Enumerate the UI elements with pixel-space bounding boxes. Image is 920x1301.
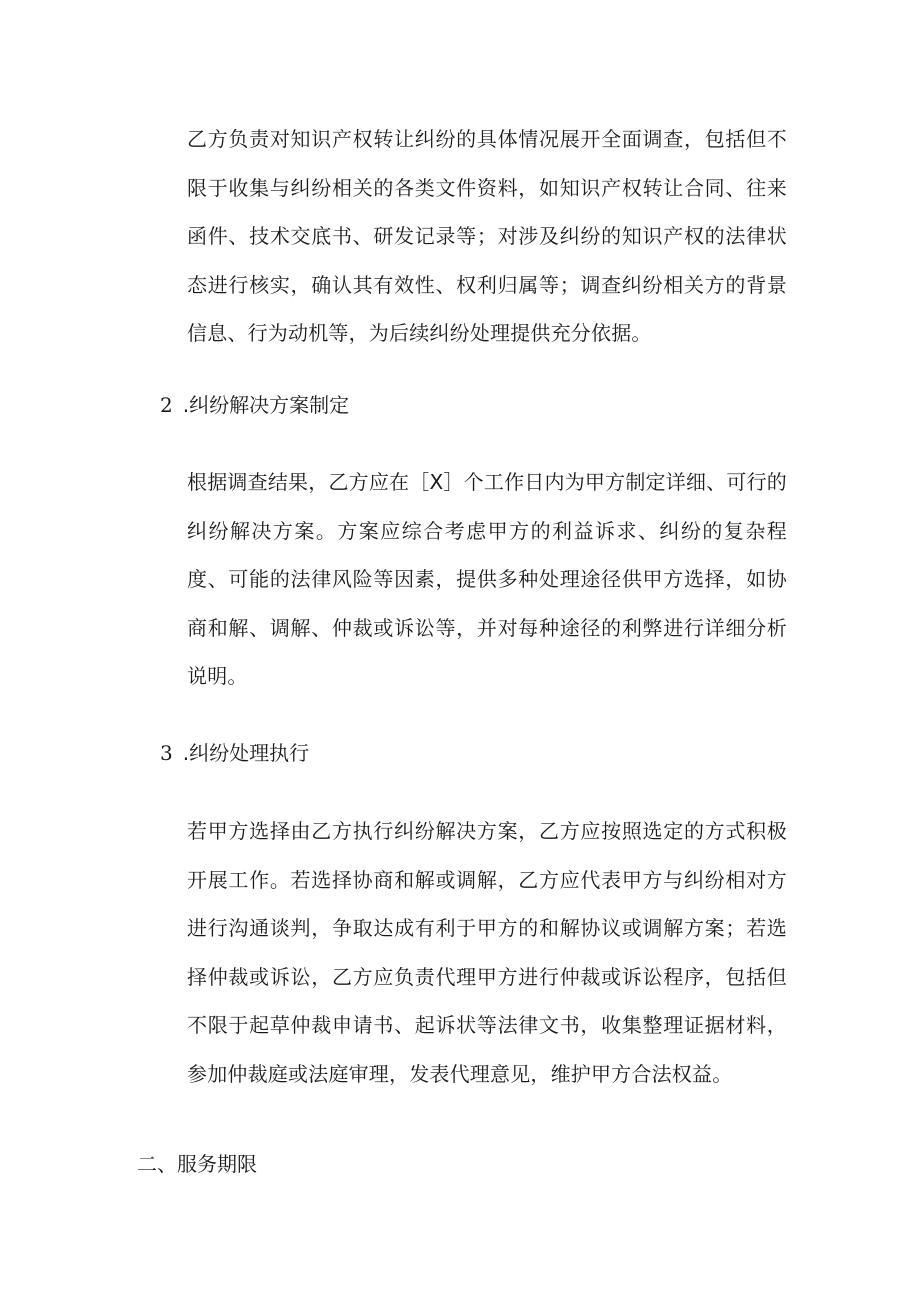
section-heading-3 [160,738,309,768]
section-title: .纠纷解决方案制定 [182,393,350,417]
paragraph-execution: 若甲方选择由乙方执行纠纷解决方案，乙方应按照选定的方式积极开展工作。若选择协商和解或调解，乙方应代表甲方与纠纷相对方进行沟通谈判，争取达成有利于甲方的和解协议或调解方案；若选择仲裁或诉讼，乙方应负责代理甲方进行仲裁或诉讼程序，包括但不限于起草仲裁申请书、起诉状等法律文书，收集整理证据材料，参加仲裁庭或法庭审理，发表代理意见，维护甲方合法权益。 [187,819,787,1086]
chapter-heading-service-term: 二、服务期限 [137,1152,257,1176]
section-number: 3 [160,741,173,765]
paragraph-investigation: 乙方负责对知识产权转让纠纷的具体情况展开全面调查，包括但不限于收集与纠纷相关的各类文件资料，如知识产权转让合同、往来函件、技术交底书、研发记录等；对涉及纠纷的知识产权的法律状态进行核实，确认其有效性、权利归属等；调查纠纷相关方的背景信息、行为动机等，为后续纠纷处理提供充分依据。 [187,127,787,345]
section-number: 2 [160,393,173,417]
paragraph-solution-plan: 根据调查结果，乙方应在［X］个工作日内为甲方制定详细、可行的纠纷解决方案。方案应综合考虑甲方的利益诉求、纠纷的复杂程度、可能的法律风险等因素，提供多种处理途径供甲方选择，如协商和解、调解、仲裁或诉讼等，并对每种途径的利弊进行详细分析说明。 [187,470,787,688]
section-title: .纠纷处理执行 [182,741,310,765]
section-heading-2 [160,390,349,420]
